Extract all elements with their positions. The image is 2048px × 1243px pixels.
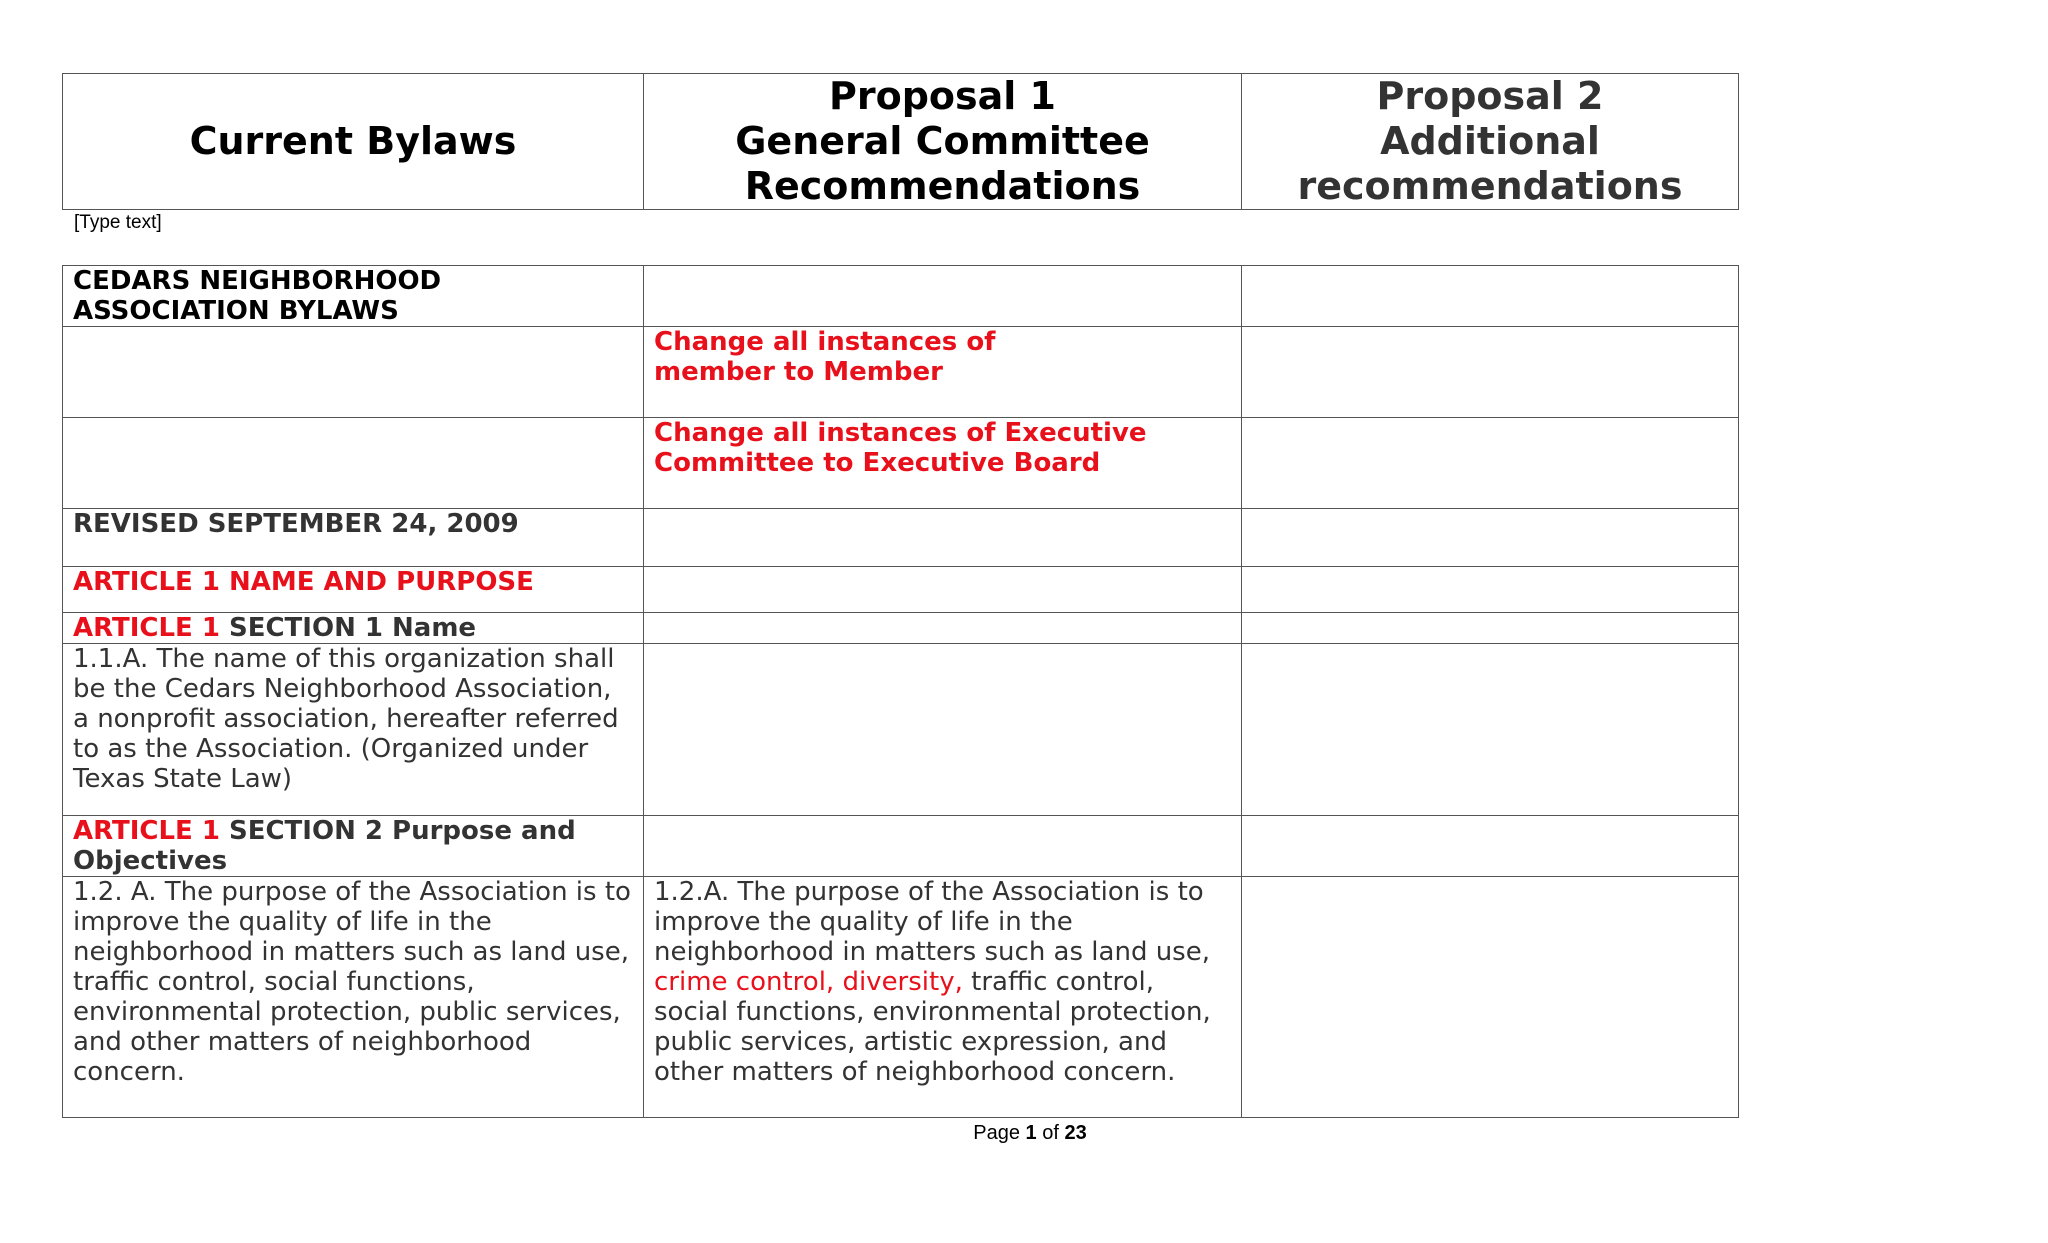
change-member-line2: member to Member <box>654 357 943 387</box>
empty-cell <box>644 266 1242 327</box>
table-row <box>63 266 1739 327</box>
empty-cell <box>1242 567 1739 613</box>
section2-title: SECTION 2 Purpose and Objectives <box>73 816 576 876</box>
empty-cell <box>1242 877 1739 1118</box>
empty-cell <box>644 816 1242 877</box>
header-table <box>62 73 1739 210</box>
bylaws-table <box>62 265 1739 1118</box>
section2-current-text: 1.2. A. The purpose of the Association is to improve the quality of life in the neighborhood in matters such as land use, traffic control, social functions, environmental protection, public services, and other matters of neighborhood concern. <box>73 877 631 1087</box>
table-row <box>63 327 1739 418</box>
section1-text-cell <box>63 644 644 816</box>
section2-proposal-text-b: traffic control, social functions, environmental protection, public services, artistic expression, and other matters of neighborhood concern. <box>654 967 1211 1087</box>
empty-cell <box>644 613 1242 644</box>
empty-cell <box>644 509 1242 567</box>
section1-title: SECTION 1 Name <box>219 613 477 643</box>
bylaws-title: CEDARS NEIGHBORHOOD ASSOCIATION BYLAWS <box>73 266 442 326</box>
table-row <box>63 567 1739 613</box>
type-text-placeholder[interactable]: [Type text] <box>74 212 162 233</box>
header-proposal-1 <box>644 74 1242 210</box>
section2-heading-cell <box>63 816 644 877</box>
header-col1-text: Current Bylaws <box>189 119 517 163</box>
section1-article-label: ARTICLE 1 <box>73 613 220 643</box>
empty-cell <box>1242 509 1739 567</box>
header-proposal-2 <box>1242 74 1739 210</box>
section2-article-label: ARTICLE 1 <box>73 816 220 846</box>
section1-heading-cell <box>63 613 644 644</box>
section1-text: 1.1.A. The name of this organization shall be the Cedars Neighborhood Association, a nonprofit association, hereafter referred to as the Association. (Organized under Texas State Law) <box>73 644 619 794</box>
change-committee-line1: Change all instances of Executive <box>654 418 1147 448</box>
change-member-cell <box>644 327 1242 418</box>
header-col2-line1: Proposal 1 <box>829 74 1056 118</box>
header-col2-line2: General Committee <box>735 119 1150 163</box>
header-col3-line1: Proposal 2 <box>1376 74 1604 118</box>
revised-date: REVISED SEPTEMBER 24, 2009 <box>73 509 519 539</box>
bylaws-title-cell <box>63 266 644 327</box>
page-footer <box>0 1122 2048 1145</box>
footer-total-pages: 23 <box>1064 1122 1087 1144</box>
section2-proposal-added-text: crime control, diversity, <box>654 967 963 997</box>
table-row <box>63 644 1739 816</box>
empty-cell <box>1242 816 1739 877</box>
table-row <box>63 509 1739 567</box>
header-col2-line3: Recommendations <box>744 164 1141 208</box>
empty-cell <box>644 644 1242 816</box>
empty-cell <box>1242 613 1739 644</box>
table-row <box>63 877 1739 1118</box>
empty-cell <box>1242 418 1739 509</box>
table-row <box>63 816 1739 877</box>
footer-page-word: Page <box>973 1122 1026 1144</box>
empty-cell <box>1242 327 1739 418</box>
empty-cell <box>1242 644 1739 816</box>
change-committee-cell <box>644 418 1242 509</box>
article1-heading-cell <box>63 567 644 613</box>
revised-date-cell <box>63 509 644 567</box>
section2-proposal-text-a: 1.2.A. The purpose of the Association is to improve the quality of life in the neighborhood in matters such as land use, <box>654 877 1210 967</box>
change-committee-line2: Committee to Executive Board <box>654 448 1101 478</box>
empty-cell <box>63 418 644 509</box>
header-col3-line2: Additional <box>1380 119 1600 163</box>
table-row <box>63 613 1739 644</box>
footer-current-page: 1 <box>1025 1122 1037 1144</box>
empty-cell <box>63 327 644 418</box>
header-current-bylaws <box>63 74 644 210</box>
empty-cell <box>1242 266 1739 327</box>
section2-proposal-cell <box>644 877 1242 1118</box>
footer-of-word: of <box>1036 1122 1065 1144</box>
header-col3-line3: recommendations <box>1297 164 1683 208</box>
table-row <box>63 418 1739 509</box>
article1-heading: ARTICLE 1 NAME AND PURPOSE <box>73 567 534 597</box>
empty-cell <box>644 567 1242 613</box>
change-member-line1: Change all instances of <box>654 327 996 357</box>
section2-current-cell <box>63 877 644 1118</box>
